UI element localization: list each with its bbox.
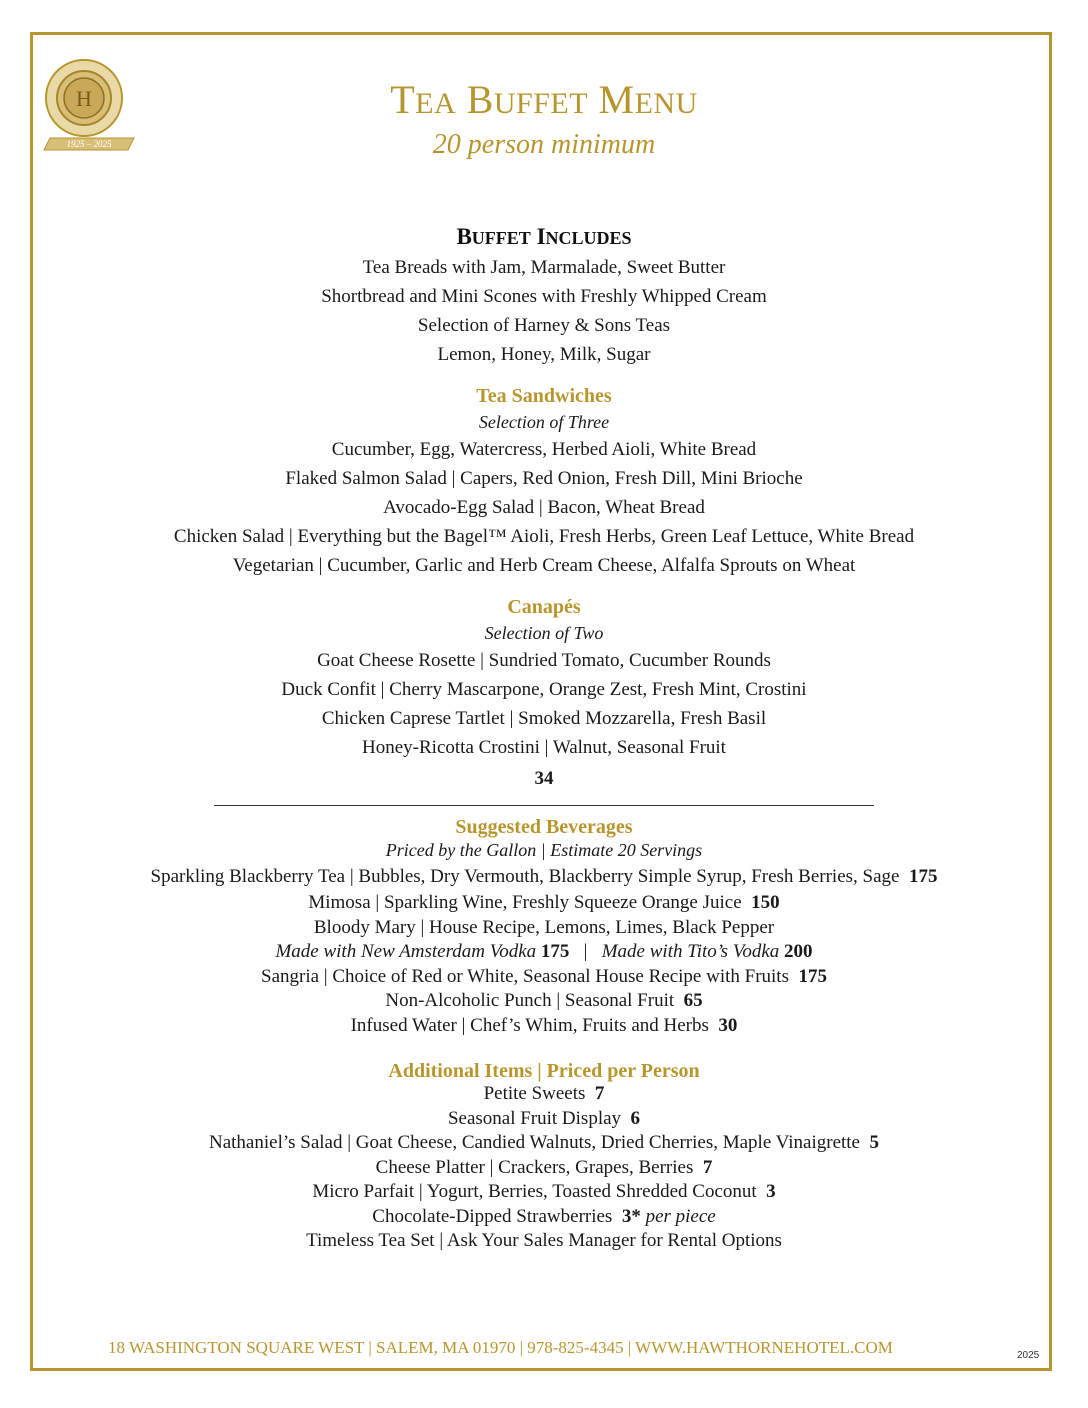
vodka-sep: | (583, 941, 588, 962)
additional-item-text: Petite Sweets (483, 1083, 586, 1104)
footer-address: 18 WASHINGTON SQUARE WEST | SALEM, MA 01970 | 978-825-4345 | WWW.HAWTHORNEHOTEL.COM (108, 1338, 893, 1357)
svg-text:H: H (76, 86, 92, 111)
additional-item-text: Timeless Tea Set | Ask Your Sales Manager for Rental Options (306, 1230, 782, 1251)
additional-item-price: 3 (766, 1181, 776, 1202)
additional-item-price: 7 (594, 1083, 605, 1104)
canapes-heading: Canapés (507, 596, 581, 618)
additional-item-price: 3* (621, 1205, 641, 1227)
beverages-list (0, 862, 1088, 940)
canapes-list (0, 646, 1088, 762)
beverages-list-2 (0, 965, 1088, 1039)
beverage-item-text: Infused Water | Chef’s Whim, Fruits and Herbs (350, 1014, 709, 1036)
additional-items-list (0, 1082, 1088, 1254)
buffet-includes-item: Tea Breads with Jam, Marmalade, Sweet Butter (362, 257, 726, 278)
canape-item: Chicken Caprese Tartlet | Smoked Mozzarella, Fresh Basil (321, 708, 767, 729)
additional-item (0, 1205, 1088, 1230)
beverage-item (0, 989, 1088, 1014)
vodka-options (0, 940, 1088, 965)
beverage-item (0, 965, 1088, 990)
additional-item-text: Nathaniel’s Salad | Goat Cheese, Candied Walnuts, Dried Cherries, Maple Vinaigrette (208, 1132, 860, 1153)
beverage-item (0, 1014, 1088, 1039)
canape-item: Honey-Ricotta Crostini | Walnut, Seasonal Fruit (362, 737, 726, 758)
beverage-item-text: Bloody Mary | House Recipe, Lemons, Limes, Black Pepper (313, 916, 775, 938)
additional-item-price: 5 (869, 1132, 879, 1153)
menu-content (0, 222, 1088, 1254)
canape-item: Goat Cheese Rosette | Sundried Tomato, Cucumber Rounds (317, 650, 771, 671)
additional-item-text: Micro Parfait | Yogurt, Berries, Toasted Shredded Coconut (312, 1181, 757, 1202)
additional-item-text: Chocolate-Dipped Strawberries (372, 1205, 613, 1227)
additional-item (0, 1180, 1088, 1205)
canapes-price: 34 (534, 768, 554, 789)
beverage-item-price: 65 (683, 990, 703, 1011)
buffet-includes-list (0, 253, 1088, 369)
additional-item-suffix: per piece (645, 1205, 716, 1227)
additional-item (0, 1131, 1088, 1156)
additional-item (0, 1229, 1088, 1254)
additional-item-price: 6 (630, 1107, 641, 1129)
beverage-item-price: 175 (798, 965, 827, 987)
beverages-heading: Suggested Beverages (455, 816, 633, 838)
tea-sandwich-item: Flaked Salmon Salad | Capers, Red Onion, Fresh Dill, Mini Brioche (285, 468, 803, 489)
additional-items-heading: Additional Items | Priced per Person (388, 1060, 700, 1082)
beverage-item-text: Mimosa | Sparkling Wine, Freshly Squeeze Orange Juice (308, 892, 742, 913)
vodka-b-label: Made with Tito’s Vodka (601, 941, 780, 962)
beverage-item (0, 891, 1088, 916)
beverage-item-text: Non-Alcoholic Punch | Seasonal Fruit (385, 990, 675, 1011)
vodka-a-price: 175 (540, 941, 570, 962)
tea-sandwiches-heading: Tea Sandwiches (476, 385, 612, 407)
tea-sandwich-item: Avocado-Egg Salad | Bacon, Wheat Bread (383, 497, 705, 518)
page-subtitle: 20 person minimum (432, 129, 656, 160)
tea-sandwiches-selection: Selection of Three (478, 412, 610, 432)
svg-text:1925 – 2025: 1925 – 2025 (66, 139, 112, 149)
vodka-b-price: 200 (784, 941, 813, 962)
beverage-item-price: 150 (751, 892, 780, 913)
beverages-note: Priced by the Gallon | Estimate 20 Servings (385, 840, 703, 860)
additional-item-text: Seasonal Fruit Display (447, 1107, 622, 1129)
beverage-item-price: 175 (908, 866, 938, 887)
page-title: TEA BUFFET MENU (390, 77, 698, 122)
beverage-item-text: Sangria | Choice of Red or White, Seasonal House Recipe with Fruits (261, 965, 789, 987)
vodka-a-label: Made with New Amsterdam Vodka (275, 941, 537, 962)
tea-sandwiches-list (0, 435, 1088, 580)
beverage-item (0, 862, 1088, 891)
footer-year: 2025 (1017, 1350, 1040, 1361)
section-divider (214, 805, 874, 806)
beverage-item (0, 916, 1088, 941)
buffet-includes-item: Selection of Harney & Sons Teas (417, 315, 671, 336)
tea-sandwich-item: Chicken Salad | Everything but the Bagel™ Aioli, Fresh Herbs, Green Leaf Lettuce, White Bread (173, 526, 915, 547)
buffet-includes-item: Lemon, Honey, Milk, Sugar (437, 344, 651, 365)
additional-item (0, 1107, 1088, 1132)
beverage-item-price: 30 (718, 1014, 738, 1036)
additional-item (0, 1082, 1088, 1107)
additional-item-text: Cheese Platter | Crackers, Grapes, Berries (375, 1156, 694, 1178)
buffet-includes-item: Shortbread and Mini Scones with Freshly Whipped Cream (321, 286, 767, 307)
beverage-item-text: Sparkling Blackberry Tea | Bubbles, Dry Vermouth, Blackberry Simple Syrup, Fresh Berries, Sage (150, 866, 900, 887)
buffet-includes-heading: BUFFET INCLUDES (456, 224, 632, 249)
tea-sandwich-item: Vegetarian | Cucumber, Garlic and Herb Cream Cheese, Alfalfa Sprouts on Wheat (232, 555, 856, 576)
additional-item (0, 1156, 1088, 1181)
canape-item: Duck Confit | Cherry Mascarpone, Orange Zest, Fresh Mint, Crostini (281, 679, 807, 700)
tea-sandwich-item: Cucumber, Egg, Watercress, Herbed Aioli, White Bread (331, 439, 757, 460)
additional-item-price: 7 (702, 1156, 713, 1178)
canapes-selection: Selection of Two (484, 623, 604, 643)
